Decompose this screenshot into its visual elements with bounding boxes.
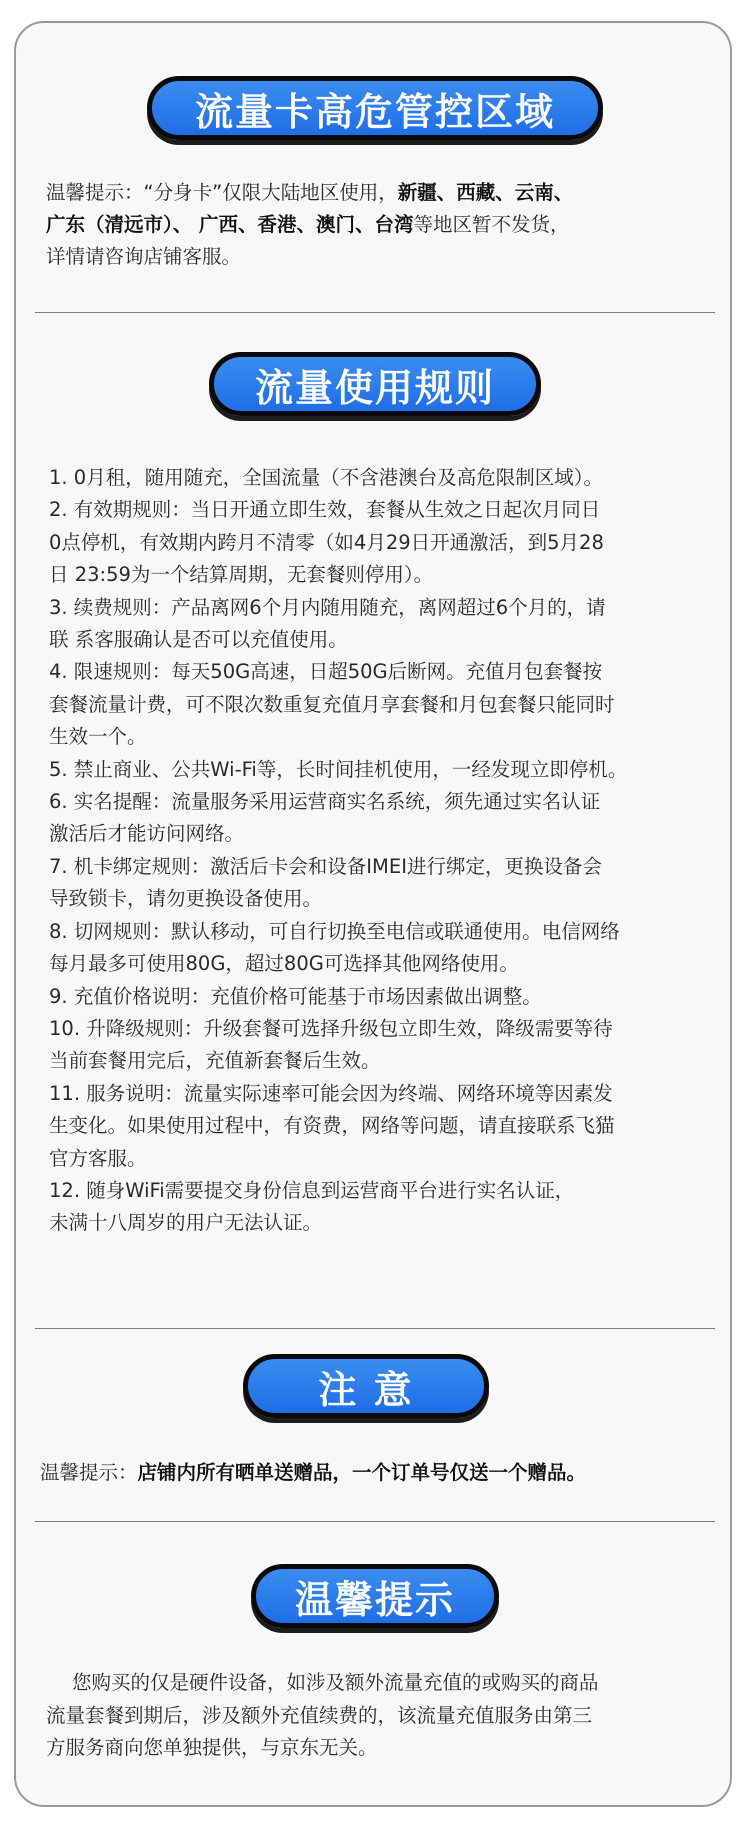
rule-line: 生变化。如果使用过程中，有资费，网络等问题，请直接联系飞猫	[49, 1114, 615, 1138]
rule-line: 2. 有效期规则：当日开通立即生效，套餐从生效之日起次月同日	[49, 498, 601, 522]
rule-line: 官方客服。	[49, 1146, 147, 1170]
rule-line: 11. 服务说明：流量实际速率可能会因为终端、网络环境等因素发	[49, 1081, 613, 1105]
divider-2	[35, 1328, 715, 1329]
tips-line: 方服务商向您单独提供，与京东无关。	[46, 1736, 378, 1759]
rule-line: 10. 升降级规则：升级套餐可选择升级包立即生效，降级需要等待	[49, 1016, 613, 1040]
section-title-rules: 流量使用规则	[209, 352, 541, 416]
notice-bold: 店铺内所有晒单送赠品，一个订单号仅送一个赠品。	[137, 1461, 587, 1484]
risk-notice-text	[46, 177, 573, 273]
notice-prefix: 温馨提示：	[40, 1461, 138, 1484]
rules-list	[49, 462, 627, 1240]
rule-line: 7. 机卡绑定规则：激活后卡会和设备IMEI进行绑定，更换设备会	[49, 854, 602, 878]
rule-line: 3. 续费规则：产品离网6个月内随用随充，离网超过6个月的，请	[49, 595, 606, 619]
divider-3	[35, 1521, 715, 1522]
rule-line: 联 系客服确认是否可以充值使用。	[49, 628, 348, 652]
section-title-notice: 注 意	[243, 1354, 489, 1418]
rule-line: 1. 0月租，随用随充，全国流量（不含港澳台及高危限制区域）。	[49, 466, 603, 489]
tips-line: 流量套餐到期后，涉及额外充值续费的，该流量充值服务由第三	[46, 1703, 593, 1727]
rule-line: 6. 实名提醒：流量服务采用运营商实名系统，须先通过实名认证	[49, 790, 601, 814]
rule-line: 9. 充值价格说明：充值价格可能基于市场因素做出调整。	[49, 984, 542, 1008]
rule-line: 8. 切网规则：默认移动，可自行切换至电信或联通使用。电信网络	[49, 919, 620, 943]
rule-line: 未满十八周岁的用户无法认证。	[49, 1211, 323, 1235]
rule-line: 0点停机，有效期内跨月不清零（如4月29日开通激活，到5月28	[49, 530, 604, 554]
tips-text	[46, 1667, 599, 1765]
risk-notice-line-2: 广东（清远市）、 广西、香港、澳门、台湾等地区暂不发货，	[46, 213, 570, 236]
divider-1	[35, 312, 715, 313]
rule-line: 日 23:59为一个结算周期，无套餐则停用）。	[49, 563, 434, 587]
rule-line: 套餐流量计费，可不限次数重复充值月享套餐和月包套餐只能同时	[49, 692, 615, 716]
rule-line: 5. 禁止商业、公共Wi-Fi等，长时间挂机使用，一经发现立即停机。	[49, 757, 628, 781]
rule-line: 导致锁卡，请勿更换设备使用。	[49, 887, 323, 911]
section-title-risk: 流量卡高危管控区域	[147, 76, 603, 140]
rule-line: 激活后才能访问网络。	[49, 822, 245, 846]
rule-line: 12. 随身WiFi需要提交身份信息到运营商平台进行实名认证，	[49, 1178, 575, 1202]
section-title-tips: 温馨提示	[251, 1564, 499, 1628]
risk-notice-line-1: 温馨提示：“分身卡”仅限大陆地区使用，新疆、西藏、云南、	[46, 181, 574, 204]
risk-notice-line-3: 详情请咨询店铺客服。	[46, 245, 242, 268]
rule-line: 4. 限速规则：每天50G高速，日超50G后断网。充值月包套餐按	[49, 660, 603, 684]
notice-text	[40, 1457, 586, 1489]
rule-line: 生效一个。	[49, 725, 147, 749]
rule-line: 每月最多可使用80G，超过80G可选择其他网络使用。	[49, 952, 519, 976]
tips-line: 您购买的仅是硬件设备，如涉及额外流量充值的或购买的商品	[72, 1671, 599, 1694]
rule-line: 当前套餐用完后，充值新套餐后生效。	[49, 1049, 381, 1073]
